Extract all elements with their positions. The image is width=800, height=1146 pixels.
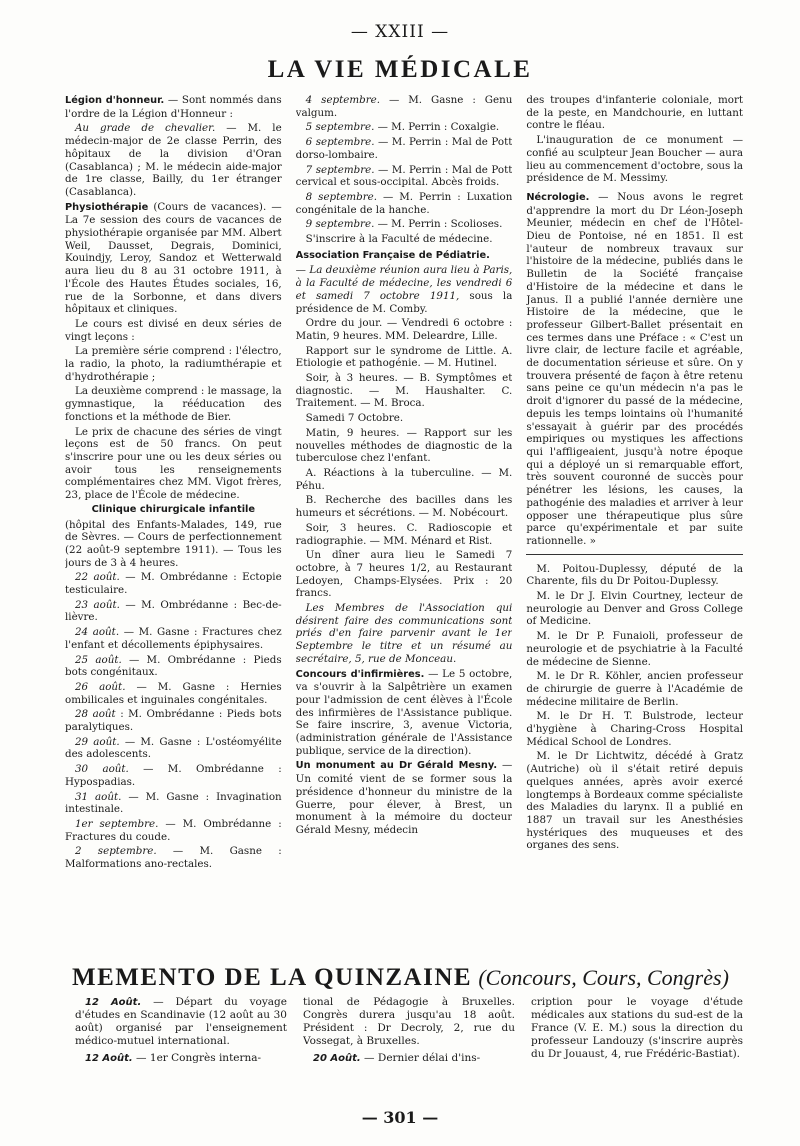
- legion-grade: Au grade de chevalier.: [75, 122, 216, 135]
- necrologie-text: — Nous avons le regret d'apprendre la mort du Dr Léon-Joseph Meunier, médecin en chef de l'Hôtel-Dieu de Pontoise, né en 1851. Il est l'auteur de nombreux travaux sur l'histoire de la médecine, publiés dans le Bulletin de la Société française d'Histoire de la médecine et dans le Janus. Il a publié l'année dernière une Histoire de la médecine, que le professeur Gilbert-Ballet présentait en ces termes dans une Préface : « C'est un livre clair, de lecture facile et agréable, de documentation sérieuse et sûre. On y trouvera présenté de façon à être retenu sans peine ce qu'un médecin n'a pas le droit d'ignorer du passé de la médecine, depuis les temps lointains où l'humanité s'essayait à guérir par des procédés empiriques ou mystiques les affections qui l'affligeaient, jusqu'à notre époque qui a déployé un si remarquable effort, très souvent couronné de succès pour pénétrer les lésions, les causes, la pathogénie des maladies et arriver à leur opposer une thérapeutique plus sûre parce qu'expérimentale et par suite rationnelle. »: [526, 190, 743, 547]
- physio-p3: La première série comprend : l'électro, la radio, la photo, la radiumthérapie et d'hydrothérapie ;: [65, 345, 282, 383]
- memento-column-1: [75, 996, 287, 1096]
- physio-text: — La 7e session des cours de vacances de physiothérapie organisée par MM. Albert Weil, Dausset, Degrais, Dominici, Kouindjy, Leroy, Sandoz et Wetterwald aura lieu du 8 au 31 octobre 1911, à l'École des Hautes Études sociales, 16, rue de la Sorbonne, et dans divers hôpitaux et cliniques.: [65, 200, 282, 316]
- assoc-p7: A. Réactions à la tuberculine. — M. Péhu.: [295, 466, 513, 492]
- list-item: 6 septembre. — M. Perrin : Mal de Pott dorso-lombaire.: [295, 136, 513, 161]
- assoc-text: sous la présidence de M. Comby.: [295, 289, 513, 315]
- page-title: LA VIE MÉDICALE: [267, 56, 533, 83]
- memento-entry: 12 Août. — Départ du voyage d'études en Scandinavie (12 août au 30 août) organisé par l'enseignement médico-mutuel international.: [75, 996, 287, 1047]
- assoc-p9: Soir, 3 heures. C. Radioscopie et radiographie. — MM. Ménard et Rist.: [295, 521, 513, 547]
- clinique-schedule-list: [65, 571, 282, 870]
- assoc-p4: Soir, à 3 heures. — B. Symptômes et diagnostic. — M. Haushalter. C. Traitement. — M. Broca.: [295, 372, 513, 410]
- monument-paragraph: [296, 759, 513, 836]
- memento-columns: [75, 996, 743, 1096]
- list-item: 29 août. — M. Gasne : L'ostéomyélite des adolescents.: [65, 735, 282, 761]
- legion-grade-text: — M. le médecin-major de 2e classe Perrin, des hôpitaux de la division d'Oran (Casablanca) ; M. le médecin aide-major de 1re classe, Bailly, du 1er étranger (Casablanca).: [65, 122, 282, 198]
- memento-column-3: [531, 996, 743, 1096]
- clinique-heading: Clinique chirurgicale infantile: [91, 503, 256, 515]
- page-number: — 301 —: [361, 1108, 439, 1127]
- physio-p5: Le prix de chacune des séries de vingt leçons est de 50 francs. On peut s'inscrire pour une ou les deux séries ou avoir tous les renseignements complémentaires chez MM. Vigot frères, 23, place de l'École de médecine.: [65, 425, 282, 502]
- assoc-heading: Association Française de Pédiatrie.: [295, 249, 490, 261]
- list-item: 4 septembre. — M. Gasne : Genu valgum.: [295, 94, 513, 119]
- physio-paragraph: [65, 201, 282, 316]
- list-item: 7 septembre. — M. Perrin : Mal de Pott cervical et sous-occipital. Abcès froids.: [295, 163, 513, 189]
- memento-subtitle: (Concours, Cours, Congrès): [478, 965, 729, 990]
- monument-heading: Un monument au Dr Gérald Mesny.: [295, 760, 498, 772]
- assoc-p2: Ordre du jour. — Vendredi 6 octobre : Matin, 9 heures. MM. Deleardre, Lille.: [295, 317, 513, 342]
- obit-item: M. le Dr P. Funaioli, professeur de neurologie et de psychiatrie à la Faculté de médecine de Sienne.: [526, 630, 743, 668]
- list-item: 2 septembre. — M. Gasne : Malformations ano-rectales.: [65, 845, 282, 871]
- list-item: 24 août. — M. Gasne : Fractures chez l'enfant et décollements épiphysaires.: [65, 626, 282, 651]
- list-item: 9 septembre. — M. Perrin : Scolioses.: [305, 218, 503, 231]
- obit-item: M. le Dr H. T. Bulstrode, lecteur d'hygiène à Charing-Cross Hospital Médical School de Londres.: [526, 710, 743, 748]
- list-item: 23 août. — M. Ombrédanne : Bec-de-lièvre.: [65, 598, 282, 624]
- memento-entry: 12 Août. — 1er Congrès interna-: [85, 1052, 262, 1064]
- legion-heading: Légion d'honneur.: [65, 95, 165, 106]
- physio-heading-paren: (Cours de vacances).: [148, 200, 267, 213]
- concours-paragraph: [296, 668, 513, 758]
- assoc-paragraph: [296, 264, 513, 315]
- concours-text: — Le 5 octobre, va s'ouvrir à la Salpêtrière un examen pour l'admission de cent élèves à l'École des infirmières de l'Assistance publique. Se faire inscrire, 3, avenue Victoria, (administration générale de l'Assistance publique, service de la direction).: [295, 667, 513, 757]
- list-item: 28 août : M. Ombrédanne : Pieds bots paralytiques.: [65, 708, 282, 734]
- list-item: 1er septembre. — M. Ombrédanne : Fractures du coude.: [65, 817, 282, 843]
- concours-heading: Concours d'infirmières.: [295, 668, 425, 680]
- list-item: 31 août. — M. Gasne : Invagination intestinale.: [65, 790, 282, 816]
- physio-heading: Physiothérapie: [65, 201, 149, 213]
- physio-p4: La deuxième comprend : le massage, la gymnastique, la rééducation des fonctions et la méthode de Bier.: [65, 385, 282, 423]
- list-item: 30 août. — M. Ombrédanne : Hypospadias.: [65, 763, 282, 788]
- necrologie-paragraph: [526, 191, 743, 548]
- necrologie-heading: Nécrologie.: [526, 191, 590, 203]
- memento-entry: cription pour le voyage d'étude médicales aux stations du sud-est de la France (V. E. M.) sous la direction du professeur Landouzy (s'inscrire auprès du Dr Jouaust, 4, rue Frédéric-Bastiat).: [531, 996, 743, 1060]
- assoc-p6: Matin, 9 heures. — Rapport sur les nouvelles méthodes de diagnostic de la tuberculose chez l'enfant.: [295, 426, 513, 465]
- physio-p2: Le cours est divisé en deux séries de vingt leçons :: [65, 317, 282, 343]
- monument-continued: des troupes d'infanterie coloniale, mort de la peste, en Mandchourie, en luttant contre le fléau.: [526, 94, 743, 132]
- memento-column-2: [303, 996, 515, 1096]
- inscrire-text: S'inscrire à la Faculté de médecine.: [305, 233, 493, 246]
- list-item: 5 septembre. — M. Perrin : Coxalgie.: [305, 121, 500, 134]
- assoc-p10: Un dîner aura lieu le Samedi 7 octobre, à 7 heures 1/2, au Restaurant Ledoyen, Champs-Elysées. Prix : 20 francs.: [295, 549, 513, 600]
- list-item: 8 septembre. — M. Perrin : Luxation congénitale de la hanche.: [295, 190, 513, 216]
- obit-item: M. le Dr R. Köhler, ancien professeur de chirurgie de guerre à l'Académie de médecine militaire de Berlin.: [526, 670, 743, 708]
- assoc-p3: Rapport sur le syndrome de Little. A. Etiologie et pathogénie. — M. Hutinel.: [295, 344, 513, 370]
- inauguration-text: L'inauguration de ce monument — confié au sculpteur Jean Boucher — aura lieu au commencement d'octobre, sous la présidence de M. Messimy.: [526, 134, 743, 185]
- roman-folio: — XXIII —: [350, 22, 450, 42]
- memento-heading: MEMENTO DE LA QUINZAINE: [72, 964, 473, 991]
- memento-entry: tional de Pédagogie à Bruxelles. Congrès durera jusqu'au 18 août. Président : Dr Decroly, 2, rue du Vossegat, à Bruxelles.: [303, 996, 515, 1047]
- column-2: [296, 94, 513, 956]
- legion-text: — Sont nommés dans l'ordre de la Légion d'Honneur :: [65, 94, 282, 120]
- assoc-italic: — La deuxième réunion aura lieu à Paris, à la Faculté de médecine, les vendredi 6 et samedi 7 octobre 1911,: [295, 264, 513, 302]
- memento-entry: 20 Août. — Dernier délai d'ins-: [313, 1052, 481, 1064]
- list-item: 22 août. — M. Ombrédanne : Ectopie testiculaire.: [65, 571, 282, 597]
- column-3: [526, 94, 743, 956]
- assoc-p5: Samedi 7 Octobre.: [305, 412, 404, 425]
- clinique-schedule-continued: [296, 94, 513, 231]
- list-item: 25 août. — M. Ombrédanne : Pieds bots congénitaux.: [65, 653, 282, 679]
- clinique-text: (hôpital des Enfants-Malades, 149, rue de Sèvres. — Cours de perfectionnement (22 août-9 septembre 1911). — Tous les jours de 3 à 4 heures.: [65, 518, 282, 569]
- assoc-p11: Les Membres de l'Association qui désirent faire des communications sont priés d'en faire parvenir avant le 1er Septembre le titre et un résumé au secrétaire, 5, rue de Monceau.: [295, 602, 513, 665]
- article-columns: [65, 94, 743, 956]
- legion-paragraph: [65, 94, 282, 120]
- legion-grade-paragraph: [65, 122, 282, 198]
- assoc-p8: B. Recherche des bacilles dans les humeurs et sécrétions. — M. Nobécourt.: [295, 494, 513, 520]
- obit-item: M. Poitou-Duplessy, député de la Charente, fils du Dr Poitou-Duplessy.: [526, 562, 743, 588]
- obit-item: M. le Dr Lichtwitz, décédé à Gratz (Autriche) où il s'était retiré depuis quelques années, après avoir exercé longtemps à Bordeaux comme spécialiste des Maladies du larynx. Il a publié en 1887 un travail sur les Anesthésies hystériques des muqueuses et des organes des sens.: [526, 750, 743, 852]
- monument-text: — Un comité vient de se former sous la présidence d'honneur du ministre de la Guerre, pour élever, à Brest, un monument à la mémoire du docteur Gérald Mesny, médecin: [295, 759, 513, 836]
- column-1: [65, 94, 282, 956]
- divider: [526, 554, 743, 555]
- obit-item: M. le Dr J. Elvin Courtney, lecteur de neurologie au Denver and Gross College of Medicine.: [526, 590, 743, 628]
- list-item: 26 août. — M. Gasne : Hernies ombilicales et inguinales congénitales.: [65, 680, 282, 706]
- memento-title: [72, 964, 752, 992]
